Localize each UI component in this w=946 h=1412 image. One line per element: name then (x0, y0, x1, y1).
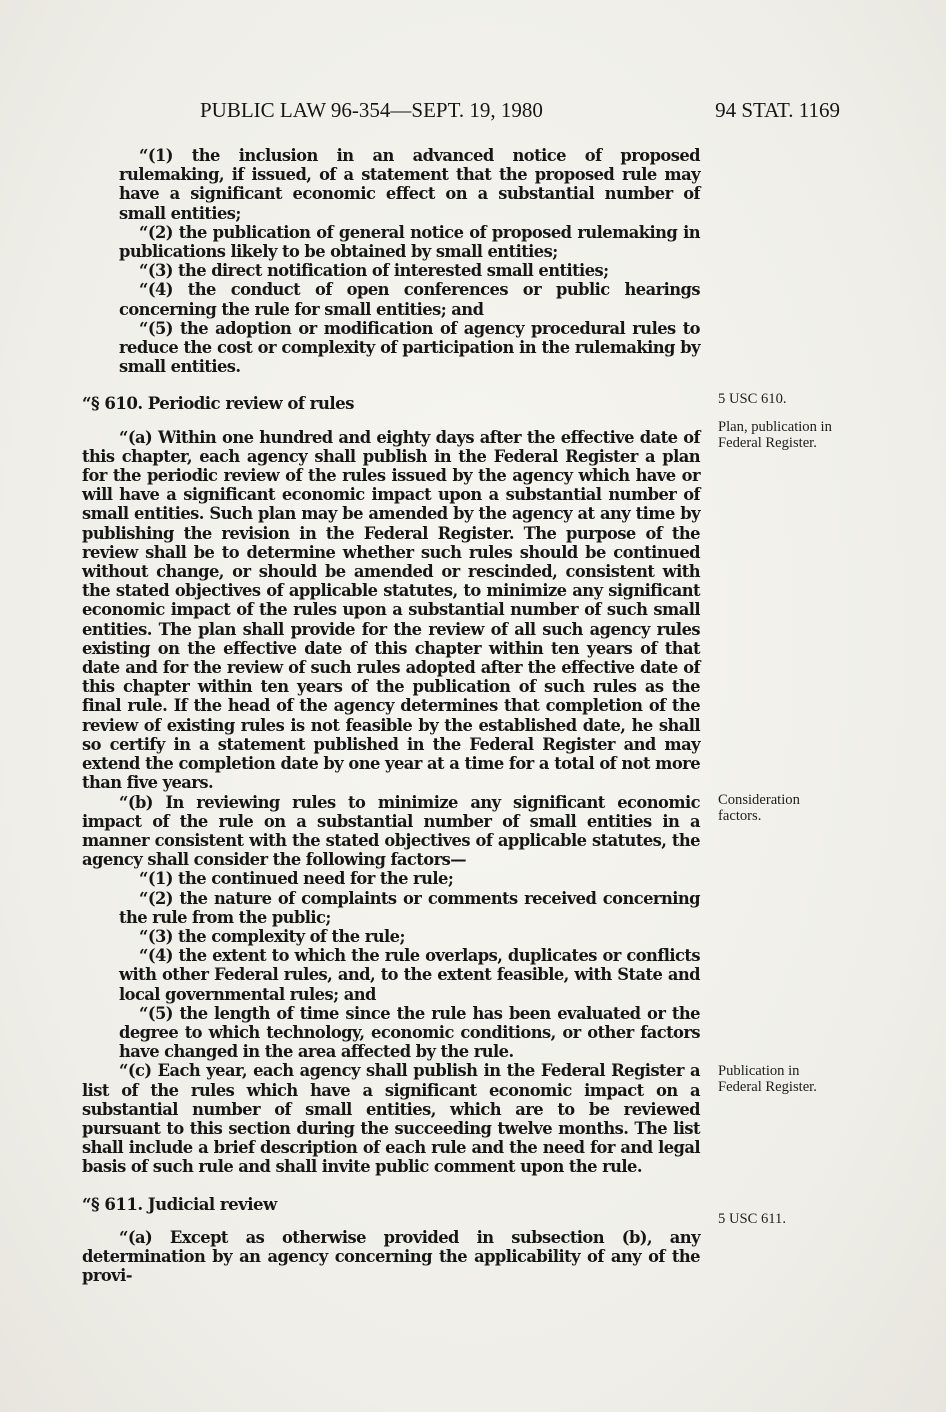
margin-note-usc-611: 5 USC 611. (718, 1211, 786, 1227)
section-611-heading: “§ 611. Judicial review (82, 1193, 277, 1214)
section-610-subsection-c: “(c) Each year, each agency shall publish in the Federal Register a list of the rules which have a significant economic impact on a substantial number of small entities, which are to be reviewed pursuant to this section during the succeeding twelve months. The list shall include a brief description of each rule and the need for and legal basis of such rule and shall invite public comment upon the rule. (82, 1061, 700, 1177)
section-610-heading: “§ 610. Periodic review of rules (82, 393, 354, 414)
factor-item-2: “(2) the nature of complaints or comments received concerning the rule from the public; (119, 888, 700, 927)
header-stat-page: 94 STAT. 1169 (715, 98, 840, 122)
header-title: PUBLIC LAW 96-354—SEPT. 19, 1980 (200, 98, 543, 122)
section-611-subsection-a: “(a) Except as otherwise provided in subsection (b), any determination by an agency concerning the applicability of any of the provi- (82, 1227, 700, 1286)
factor-item-4: “(4) the extent to which the rule overlaps, duplicates or conflicts with other Federal rules, and, to the extent feasible, with State and local governmental rules; and (119, 946, 700, 1004)
margin-note-plan-publication: Plan, publication in Federal Register. (718, 419, 832, 451)
section-610-subsection-b: “(b) In reviewing rules to minimize any significant economic impact of the rule on a substantial number of small entities in a manner consistent with the stated objectives of applicable statutes, the agency shall consider the following factors— (82, 792, 700, 870)
paragraph-item-1: “(1) the inclusion in an advanced notice of proposed rulemaking, if issued, of a statement that the proposed rule may have a significant economic effect on a substantial number of small entities; (119, 146, 700, 223)
factor-item-3: “(3) the complexity of the rule; (139, 926, 405, 946)
paragraph-item-3: “(3) the direct notification of interested small entities; (139, 261, 609, 281)
margin-note-publication-federal-register: Publication in Federal Register. (718, 1063, 817, 1095)
factor-item-1: “(1) the continued need for the rule; (139, 869, 454, 889)
body-text (82, 146, 700, 1285)
section-610-subsection-a: “(a) Within one hundred and eighty days after the effective date of this chapter, each agency shall publish in the Federal Register a plan for the periodic review of the rules issued by the agency which have or will have a significant economic impact upon a substantial number of small entities. Such plan may be amended by the agency at any time by publishing the revision in the Federal Register. The purpose of the review shall be to determine whether such rules should be continued without change, or should be amended or rescinded, consistent with the stated objectives of applicable statutes, to minimize any significant economic impact of the rules upon a substantial number of such small entities. The plan shall provide for the review of all such agency rules existing on the effective date of this chapter within ten years of that date and for the review of such rules adopted after the effective date of this chapter within ten years of the publication of such rules as the final rule. If the head of the agency determines that completion of the review of existing rules is not feasible by the established date, he shall so certify in a statement published in the Federal Register and may extend the completion date by one year at a time for a total of not more than five years. (82, 427, 700, 793)
paragraph-item-4: “(4) the conduct of open conferences or public hearings concerning the rule for small entities; and (119, 280, 700, 319)
margin-note-usc-610: 5 USC 610. (718, 391, 787, 407)
paragraph-item-5: “(5) the adoption or modification of agency procedural rules to reduce the cost or complexity of participation in the rulemaking by small entities. (119, 318, 700, 377)
paragraph-item-2: “(2) the publication of general notice of proposed rulemaking in publications likely to be obtained by small entities; (119, 222, 700, 262)
margin-note-consideration-factors: Consideration factors. (718, 792, 800, 824)
factor-item-5: “(5) the length of time since the rule has been evaluated or the degree to which technology, economic conditions, or other factors have changed in the area affected by the rule. (119, 1003, 700, 1062)
page-header (82, 98, 842, 130)
